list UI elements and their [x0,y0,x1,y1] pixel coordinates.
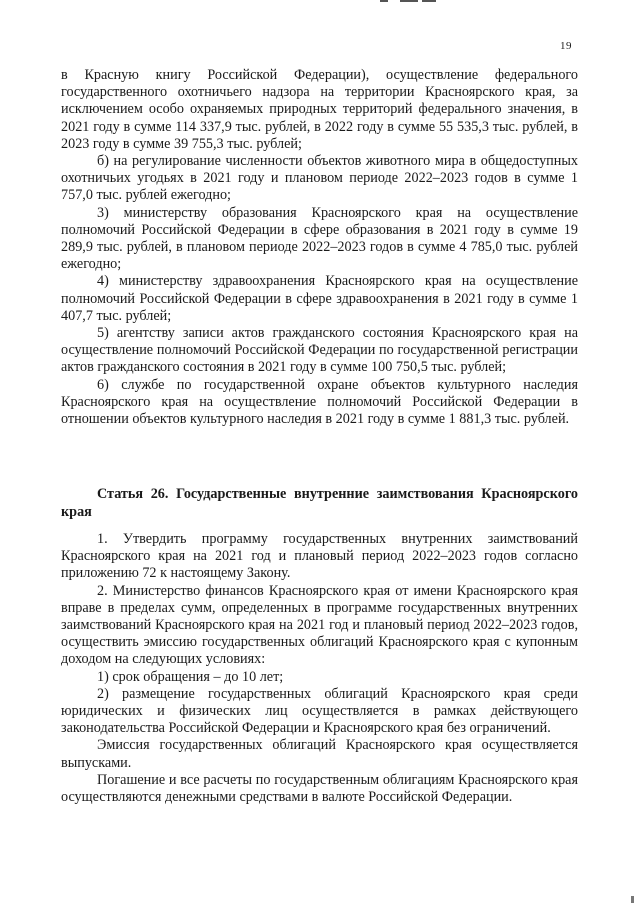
article-heading: Статья 26. Государственные внутренние заимствования Красноярского края [61,486,578,520]
paragraph: 1. Утвердить программу государственных внутренних заимствований Красноярского края на 2021 год и плановый период 2022–2023 годов согласно приложению 72 к настоящему Закону. [61,531,578,582]
paragraph: 2. Министерство финансов Красноярского края от имени Красноярского края вправе в пределах сумм, определенных в программе государственных внутренних заимствований Красноярского края на 2021 год и плановый период 2022–2023 годов, осуществить эмиссию государственных облигаций Красноярского края с купонным доходом на следующих условиях: [61,582,578,668]
scan-artifact [380,0,388,2]
scan-artifact [422,0,436,2]
paragraph: 5) агентству записи актов гражданского состояния Красноярского края на осуществление полномочий Российской Федерации по государственной регистрации актов гражданского состояния в 2021 году в сумме 100 750,5 тыс. рублей; [61,325,578,376]
paragraph: Погашение и все расчеты по государственным облигациям Красноярского края осуществляются денежными средствами в валюте Российской Федерации. [61,771,578,806]
scan-artifact [400,0,418,2]
paragraph: в Красную книгу Российской Федерации), осуществление федерального государственного охотничьего надзора на территории Красноярского края, за исключением особо охраняемых природных территорий федерального значения, в 2021 году в сумме 114 337,9 тыс. рублей, в 2022 году в сумме 55 535,3 тыс. рублей, в 2023 году в сумме 39 755,3 тыс. рублей; [61,67,578,152]
scan-artifact [631,896,634,903]
paragraph: 1) срок обращения – до 10 лет; [97,668,284,685]
paragraph: 6) службе по государственной охране объектов культурного наследия Красноярского края на осуществление полномочий Российской Федерации в отношении объектов культурного наследия в 2021 году в сумме 1 881,3 тыс. рублей. [61,376,578,428]
paragraph: б) на регулирование численности объектов животного мира в общедоступных охотничьих угодьях в 2021 году и плановом периоде 2022–2023 годов в сумме 1 757,0 тыс. рублей ежегодно; [61,153,578,204]
paragraph: 4) министерству здравоохранения Красноярского края на осуществление полномочий Российской Федерации в сфере здравоохранения в 2021 году в сумме 1 407,7 тыс. рублей; [61,273,578,324]
paragraph: 2) размещение государственных облигаций Красноярского края среди юридических и физических лиц осуществляется в рамках действующего законодательства Российской Федерации и Красноярского края без ограничений. [61,685,578,737]
paragraph: Эмиссия государственных облигаций Красноярского края осуществляется выпусками. [61,737,578,771]
page-number: 19 [560,40,572,52]
paragraph: 3) министерству образования Красноярского края на осуществление полномочий Российской Федерации в сфере образования в 2021 году в сумме 19 289,9 тыс. рублей, в плановом периоде 2022–2023 годов в сумме 4 785,0 тыс. рублей ежегодно; [61,204,578,273]
body-text-block-2 [61,531,578,806]
body-text-block-1 [61,67,578,428]
